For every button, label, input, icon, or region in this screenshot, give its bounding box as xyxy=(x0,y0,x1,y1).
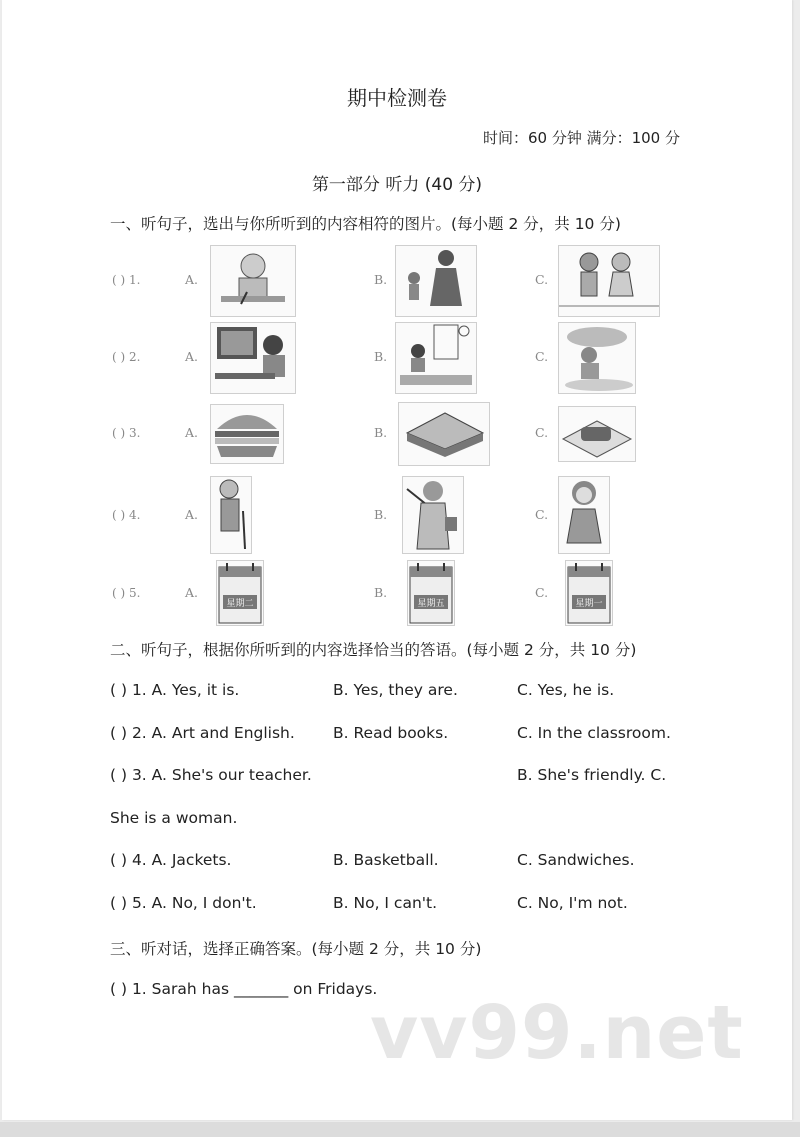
answer-option-c[interactable]: She is a woman. xyxy=(110,809,238,827)
answer-option-c[interactable]: C. In the classroom. xyxy=(517,724,671,742)
calendar-day-label: 星期一 xyxy=(575,599,603,609)
option-label-a: A. xyxy=(185,507,199,522)
question-number: ( ) 1. xyxy=(112,273,141,287)
option-label-c: C. xyxy=(535,585,549,600)
question-stem: ( ) 2. A. Art and English. xyxy=(110,724,295,742)
question-stem: ( ) 1. Sarah has _______ on Fridays. xyxy=(110,980,378,998)
answer-option-c[interactable]: C. Sandwiches. xyxy=(517,851,635,869)
boy-at-computer-picture[interactable] xyxy=(210,322,296,394)
picture-question-row xyxy=(2,398,792,474)
calendar-picture[interactable] xyxy=(565,560,613,626)
question-stem: ( ) 5. A. No, I don't. xyxy=(110,894,257,912)
exam-page xyxy=(2,0,792,1120)
part-title: 第一部分 听力 (40 分) xyxy=(311,175,483,195)
question-stem: ( ) 4. A. Jackets. xyxy=(110,851,232,869)
calendar-day-label: 星期二 xyxy=(226,599,254,609)
option-label-c: C. xyxy=(535,349,549,364)
calendar-day-label: 星期五 xyxy=(417,599,445,609)
answer-option-c[interactable]: C. Yes, he is. xyxy=(517,681,615,699)
sandwich-picture[interactable] xyxy=(398,402,490,466)
option-label-b: B. xyxy=(374,349,388,364)
hamburger-picture[interactable] xyxy=(210,404,284,464)
time-and-score: 时间：60 分钟 满分：100 分 xyxy=(482,129,680,147)
girl-reading-picture[interactable] xyxy=(395,322,477,394)
answer-option-b[interactable]: B. Read books. xyxy=(333,724,449,742)
question-stem: ( ) 1. A. Yes, it is. xyxy=(110,681,240,699)
bread-on-plate-picture[interactable] xyxy=(558,406,636,462)
option-label-a: A. xyxy=(185,585,199,600)
section3-heading: 三、听对话，选择正确答案。(每小题 2 分，共 10 分) xyxy=(110,940,482,958)
answer-option-b[interactable]: B. Yes, they are. xyxy=(333,681,458,699)
answer-option-b[interactable]: B. She's friendly. C. xyxy=(517,766,667,784)
old-man-picture[interactable] xyxy=(210,476,252,554)
section1-heading: 一、听句子，选出与你所听到的内容相符的图片。(每小题 2 分，共 10 分) xyxy=(110,215,621,233)
answer-option-b[interactable]: B. Basketball. xyxy=(333,851,439,869)
viewer-bottom-bar xyxy=(0,1122,800,1137)
teacher-picture[interactable] xyxy=(402,476,464,554)
boy-writing-picture[interactable] xyxy=(210,245,296,317)
section2-heading: 二、听句子，根据你所听到的内容选择恰当的答语。(每小题 2 分，共 10 分) xyxy=(110,641,637,659)
question-number: ( ) 2. xyxy=(112,350,141,364)
question-number: ( ) 4. xyxy=(112,508,141,522)
option-label-b: B. xyxy=(374,272,388,287)
option-label-b: B. xyxy=(374,425,388,440)
page-title: 期中检测卷 xyxy=(347,86,447,110)
option-label-c: C. xyxy=(535,425,549,440)
mother-and-girl-picture[interactable] xyxy=(395,245,477,317)
answer-option-c[interactable]: C. No, I'm not. xyxy=(517,894,628,912)
option-label-b: B. xyxy=(374,507,388,522)
boy-and-girl-picture[interactable] xyxy=(558,245,660,317)
question-stem: ( ) 3. A. She's our teacher. xyxy=(110,766,312,784)
option-label-a: A. xyxy=(185,425,199,440)
calendar-picture[interactable] xyxy=(216,560,264,626)
question-number: ( ) 5. xyxy=(112,586,141,600)
option-label-a: A. xyxy=(185,349,199,364)
picture-question-row xyxy=(2,322,792,398)
option-label-c: C. xyxy=(535,272,549,287)
option-label-b: B. xyxy=(374,585,388,600)
answer-option-b[interactable]: B. No, I can't. xyxy=(333,894,438,912)
picture-question-row xyxy=(2,476,792,552)
option-label-a: A. xyxy=(185,272,199,287)
option-label-c: C. xyxy=(535,507,549,522)
question-number: ( ) 3. xyxy=(112,426,141,440)
picture-question-row xyxy=(2,560,792,636)
young-girl-picture[interactable] xyxy=(558,476,610,554)
calendar-picture[interactable] xyxy=(407,560,455,626)
girl-in-garden-picture[interactable] xyxy=(558,322,636,394)
picture-question-row xyxy=(2,245,792,321)
watermark: vv99.net xyxy=(370,990,744,1076)
